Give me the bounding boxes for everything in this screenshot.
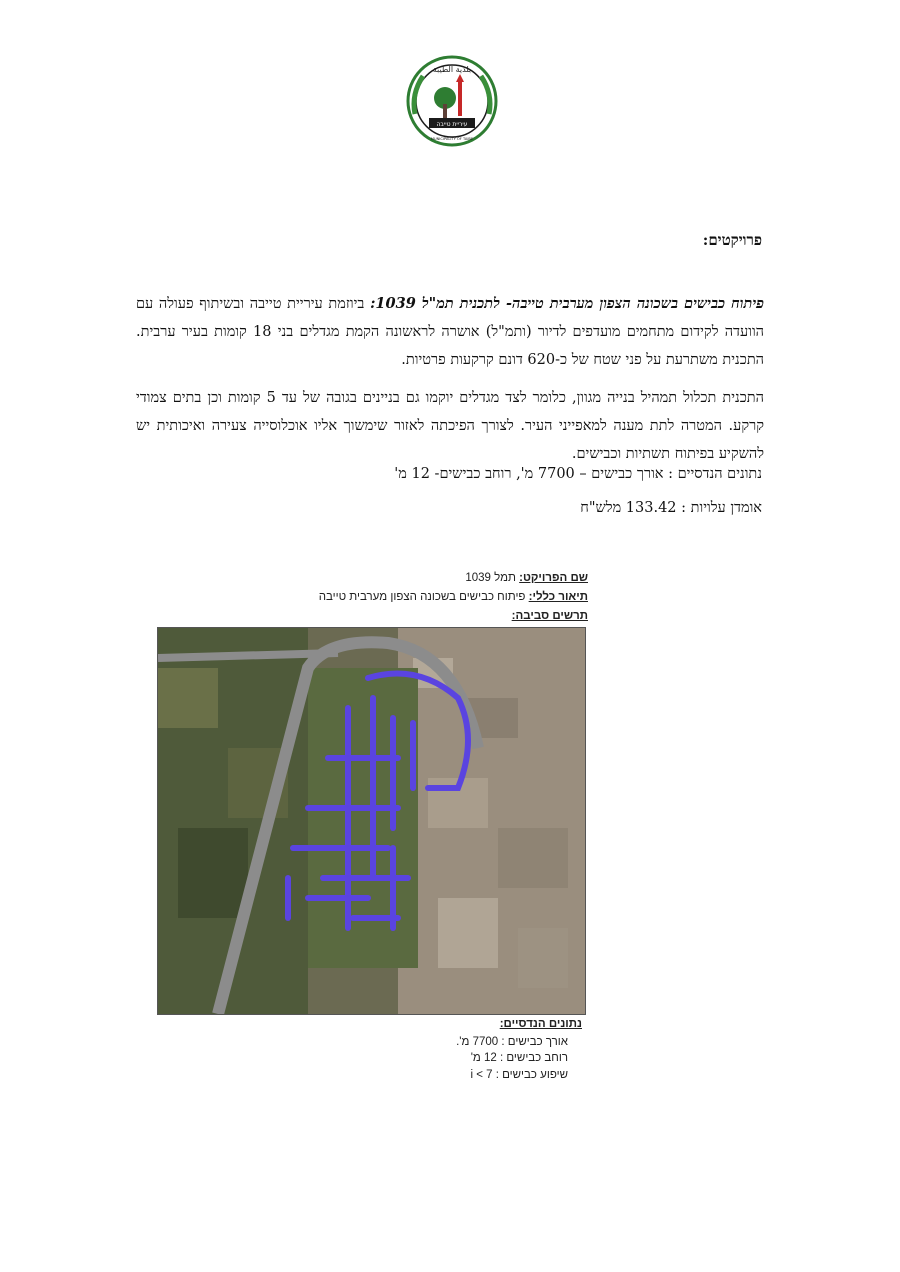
figure-sketch-label: [512, 610, 588, 622]
logo-hebrew-text: עיריית טייבה: [436, 121, 468, 128]
aerial-site-map: [157, 627, 586, 1015]
description-label: תיאור כללי:: [528, 591, 588, 603]
project-paragraph-1: [136, 290, 764, 374]
figure-road-slope: שיפוע כבישים : i < 7: [470, 1069, 568, 1081]
engineering-data-line: נתונים הנדסיים : אורך כבישים – 7700 מ', רוחב כבישים- 12 מ': [394, 466, 762, 482]
logo-english-text: MUNICIPALITY OF TAIBE: [430, 137, 474, 141]
logo-arabic-text: بلدية الطيبة: [432, 65, 472, 74]
project-name-label: שם הפרויקט:: [519, 572, 588, 584]
figure-eng-data-label: נתונים הנדסיים:: [499, 1018, 582, 1030]
section-heading: פרויקטים:: [702, 231, 762, 249]
figure-road-width: רוחב כבישים : 12 מ': [470, 1052, 568, 1064]
project-paragraph-2: התכנית תכלול תמהיל בנייה מגוון, כלומר לצד מגדלים יוקמו גם בניינים בגובה של עד 5 קומות וכן בתים צמודי קרקע. המטרה לתת מענה למאפייני העיר. לצורך הפיכתה לאזור שימשוך אליו אוכלוסייה צעירה ואיכותית יש להשקיע בפיתוח תשתיות וכבישים.: [136, 390, 764, 462]
description-value: פיתוח כבישים בשכונה הצפון מערבית טייבה: [318, 591, 529, 603]
sketch-label: תרשים סביבה:: [511, 610, 588, 622]
figure-description: [319, 591, 588, 603]
municipality-logo: [405, 54, 499, 148]
figure-road-length: אורך כבישים : 7700 מ'.: [456, 1036, 568, 1048]
figure-project-name: [465, 572, 588, 584]
cost-estimate-line: אומדן עלויות : 133.42 מלש"ח: [580, 500, 762, 516]
project-name-value: תמל 1039: [465, 572, 520, 584]
project-title: פיתוח כבישים בשכונה הצפון מערבית טייבה- לתכנית תמ"ל 1039:: [370, 295, 765, 312]
project-paragraph-1-text: ביוזמת עיריית טייבה ובשיתוף פעולה עם הוועדה לקידום מתחמים מועדפים לדיור (ותמ"ל) אושרה לראשונה הקמת מגדלים בני 18 קומות בעיר ערבית. התכנית משתרעת על פני שטח של כ-620 דונם קרקעות פרטיות.: [136, 296, 764, 368]
